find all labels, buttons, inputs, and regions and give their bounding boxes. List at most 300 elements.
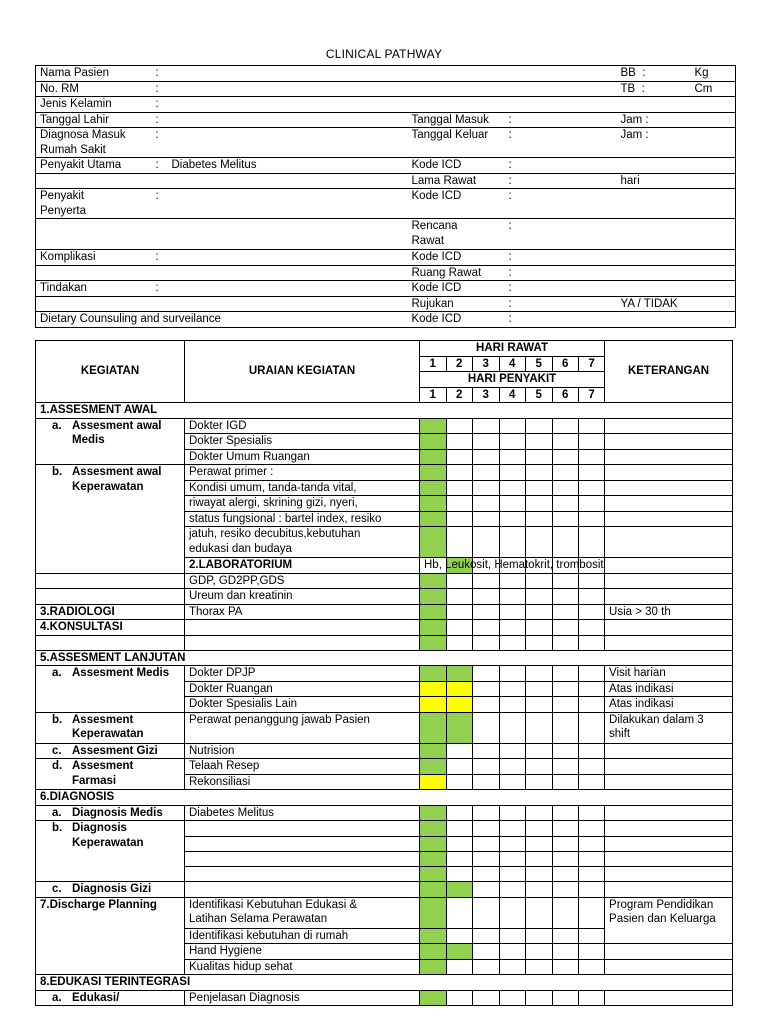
day-cell-6: [552, 620, 579, 636]
section-title: 6.DIAGNOSIS: [36, 790, 733, 806]
label-kode-icd: Kode ICD: [408, 312, 505, 328]
day-number-5: 5: [526, 356, 553, 372]
header-hari-rawat: HARI RAWAT: [420, 341, 605, 357]
day-cell-6: [552, 867, 579, 882]
activity-description: Identifikasi kebutuhan di rumah: [185, 928, 420, 944]
table-row: [36, 620, 733, 636]
activity-label: c. Diagnosis Gizi: [36, 882, 185, 898]
keterangan-cell: [605, 620, 733, 636]
keterangan-cell: [605, 418, 733, 434]
day-cell-5: [526, 944, 553, 960]
activity-description: [185, 836, 420, 851]
day-cell-2: [446, 465, 473, 481]
day-cell-3: [473, 589, 500, 605]
table-row: [36, 666, 733, 682]
label-tanggal-masuk: Tanggal Masuk: [408, 112, 505, 128]
label-jam: Jam :: [617, 128, 691, 158]
activity-description: Dokter Spesialis: [185, 434, 420, 450]
day-cell-1: [420, 527, 447, 558]
day-cell-3: [473, 990, 500, 1006]
activity-description: Hand Hygiene: [185, 944, 420, 960]
activity-description: Hb, Leukosit, Hematokrit, trombosit: [420, 558, 447, 574]
activity-label: b. Assesment Keperawatan: [36, 712, 185, 743]
day-cell-4: [499, 418, 526, 434]
day-cell-6: [552, 573, 579, 589]
activity-label: a. Assesment awal Medis: [36, 418, 185, 465]
day-cell-7: [579, 821, 605, 836]
day-cell-1: [420, 434, 447, 450]
day-cell-3: [473, 681, 500, 697]
table-row: [36, 882, 733, 898]
unit-kg: Kg: [691, 66, 736, 82]
day-cell-7: [579, 944, 605, 960]
label-diagnosa-masuk: Diagnosa Masuk Rumah Sakit: [36, 128, 152, 158]
keterangan-cell: [605, 990, 733, 1006]
day-cell-6: [552, 527, 579, 558]
day-cell-7: [579, 449, 605, 465]
row-komplikasi: Komplikasi : Kode ICD :: [36, 250, 736, 266]
day-cell-1: [420, 821, 447, 836]
day-cell-2: [446, 620, 473, 636]
table-row: [36, 573, 733, 589]
day-cell-1: [420, 959, 447, 975]
day-cell-2: [446, 604, 473, 620]
day-cell-1: [420, 666, 447, 682]
day-cell-4: [499, 867, 526, 882]
table-row: [36, 975, 733, 991]
day-cell-4: [499, 666, 526, 682]
activity-description: Kualitas hidup sehat: [185, 959, 420, 975]
day-cell-2: [446, 681, 473, 697]
section-title: 3.RADIOLOGI: [36, 604, 185, 620]
keterangan-cell: [605, 465, 733, 481]
label-lama-rawat: Lama Rawat: [408, 173, 505, 189]
day-number-7: 7: [579, 356, 605, 372]
day-cell-3: [473, 573, 500, 589]
day-cell-7: [579, 867, 605, 882]
label-nama-pasien: Nama Pasien: [36, 66, 152, 82]
patient-info-table: [35, 65, 736, 328]
day-cell-6: [552, 743, 579, 759]
day-cell-6: [552, 496, 579, 512]
day-cell-6: [552, 882, 579, 898]
day-cell-5: [526, 496, 553, 512]
day-cell-2: [446, 836, 473, 851]
day-cell-2: [446, 944, 473, 960]
day-cell-1: [420, 480, 447, 496]
day-cell-2: [446, 882, 473, 898]
day-cell-3: [473, 511, 500, 527]
day-cell-2: [446, 589, 473, 605]
activity-description: Perawat primer :: [185, 465, 420, 481]
keterangan-cell: [605, 635, 733, 650]
table-row: [36, 821, 733, 836]
day-cell-7: [579, 805, 605, 821]
day-number-4: 4: [499, 387, 526, 403]
activity-description: Dokter Umum Ruangan: [185, 449, 420, 465]
day-cell-6: [552, 697, 579, 713]
table-row: [36, 635, 733, 650]
unit-cm: Cm: [691, 81, 736, 97]
table-row: [36, 589, 733, 605]
day-cell-7: [579, 990, 605, 1006]
day-cell-3: [473, 666, 500, 682]
day-number-7: 7: [579, 387, 605, 403]
table-row: [36, 790, 733, 806]
day-cell-2: [446, 759, 473, 775]
label-dietary: Dietary Counsuling and surveilance: [36, 312, 408, 328]
day-cell-2: [446, 480, 473, 496]
day-cell-7: [579, 743, 605, 759]
day-cell-4: [499, 604, 526, 620]
label-no-rm: No. RM: [36, 81, 152, 97]
activity-description: Dokter Ruangan: [185, 681, 420, 697]
keterangan-cell: [605, 480, 733, 496]
label-tanggal-lahir: Tanggal Lahir: [36, 112, 152, 128]
value-penyakit-utama: Diabetes Melitus: [171, 159, 257, 171]
day-cell-5: [526, 805, 553, 821]
day-number-4: 4: [499, 356, 526, 372]
table-row: [36, 897, 733, 928]
day-cell-2: [446, 418, 473, 434]
day-cell-6: [552, 449, 579, 465]
day-cell-4: [499, 697, 526, 713]
day-cell-1: [420, 604, 447, 620]
section-title: [36, 573, 185, 589]
label-tanggal-keluar: Tanggal Keluar: [408, 128, 505, 158]
day-cell-4: [499, 620, 526, 636]
day-cell-3: [473, 759, 500, 775]
day-cell-6: [552, 465, 579, 481]
activity-description: [185, 635, 420, 650]
activity-description: Rekonsiliasi: [185, 774, 420, 790]
activity-description: Thorax PA: [185, 604, 420, 620]
day-cell-1: [420, 836, 447, 851]
activity-label: b. Assesment awal Keperawatan: [36, 465, 185, 574]
day-cell-3: [473, 851, 500, 866]
day-cell-2: [446, 712, 473, 743]
activity-description: Dokter Spesialis Lain: [185, 697, 420, 713]
keterangan-cell: [605, 882, 733, 898]
day-cell-1: [420, 465, 447, 481]
day-cell-3: [473, 527, 500, 558]
day-cell-4: [499, 944, 526, 960]
day-cell-2: [446, 897, 473, 928]
day-cell-2: [446, 573, 473, 589]
day-cell-5: [526, 836, 553, 851]
activity-description: Ureum dan kreatinin: [185, 589, 420, 605]
day-cell-7: [579, 959, 605, 975]
table-row: [36, 465, 733, 481]
day-cell-4: [499, 496, 526, 512]
day-cell-4: [499, 805, 526, 821]
day-number-1: 1: [420, 387, 447, 403]
day-cell-5: [526, 774, 553, 790]
section-title: [36, 589, 185, 605]
day-cell-4: [499, 712, 526, 743]
day-cell-4: [499, 759, 526, 775]
activity-label: b. Diagnosis Keperawatan: [36, 821, 185, 882]
day-cell-7: [579, 882, 605, 898]
day-cell-6: [552, 712, 579, 743]
activity-description: Nutrision: [185, 743, 420, 759]
label-jenis-kelamin: Jenis Kelamin: [36, 97, 152, 113]
day-cell-1: [420, 774, 447, 790]
day-cell-3: [473, 604, 500, 620]
day-number-1: 1: [420, 356, 447, 372]
day-cell-2: [446, 496, 473, 512]
section-title: 5.ASSESMENT LANJUTAN: [36, 650, 733, 666]
keterangan-cell: Visit harian: [605, 666, 733, 682]
day-cell-6: [552, 511, 579, 527]
day-cell-2: [446, 959, 473, 975]
day-cell-1: [420, 990, 447, 1006]
day-cell-3: [473, 959, 500, 975]
day-cell-2: [446, 867, 473, 882]
day-cell-7: [579, 589, 605, 605]
day-number-6: 6: [552, 387, 579, 403]
label-kode-icd: Kode ICD: [408, 158, 505, 174]
table-row: [36, 743, 733, 759]
day-cell-5: [526, 897, 553, 928]
activity-description: [185, 882, 420, 898]
day-cell-7: [579, 604, 605, 620]
day-cell-2: [446, 434, 473, 450]
day-cell-4: [499, 480, 526, 496]
day-cell-1: [420, 449, 447, 465]
day-cell-6: [552, 897, 579, 928]
table-row: [36, 759, 733, 775]
day-cell-1: [420, 851, 447, 866]
table-row: [36, 418, 733, 434]
day-cell-5: [526, 821, 553, 836]
day-cell-1: [420, 867, 447, 882]
keterangan-cell: Atas indikasi: [605, 697, 733, 713]
keterangan-cell: [605, 774, 733, 790]
day-cell-6: [552, 589, 579, 605]
day-cell-1: [420, 620, 447, 636]
day-cell-7: [605, 558, 733, 574]
day-cell-1: [420, 697, 447, 713]
value-ya-tidak: YA / TIDAK: [617, 296, 691, 312]
day-cell-7: [579, 480, 605, 496]
keterangan-cell: [605, 589, 733, 605]
day-cell-4: [499, 681, 526, 697]
keterangan-cell: [605, 511, 733, 527]
activity-label: a. Assesment Medis: [36, 666, 185, 713]
day-cell-2: [446, 774, 473, 790]
unit-hari: hari: [617, 173, 691, 189]
day-cell-3: [473, 821, 500, 836]
day-cell-4: [499, 928, 526, 944]
day-cell-6: [552, 851, 579, 866]
activity-description: [185, 821, 420, 836]
day-cell-7: [579, 851, 605, 866]
day-cell-2: [446, 527, 473, 558]
activity-label: d. Assesment Farmasi: [36, 759, 185, 790]
activity-description: Identifikasi Kebutuhan Edukasi & Latihan Selama Perawatan: [185, 897, 420, 928]
row-jenis-kelamin: Jenis Kelamin :: [36, 97, 736, 113]
keterangan-cell: Usia > 30 th: [605, 604, 733, 620]
day-cell-4: [499, 449, 526, 465]
row-tindakan: Tindakan : Kode ICD :: [36, 281, 736, 297]
day-cell-3: [473, 712, 500, 743]
day-cell-6: [552, 821, 579, 836]
day-cell-7: [579, 620, 605, 636]
day-cell-1: [420, 897, 447, 928]
day-cell-4: [499, 882, 526, 898]
day-cell-3: [473, 434, 500, 450]
label-kode-icd: Kode ICD: [408, 281, 505, 297]
day-cell-2: [446, 449, 473, 465]
day-cell-2: [446, 990, 473, 1006]
label-kode-icd: Kode ICD: [408, 250, 505, 266]
day-cell-2: [446, 666, 473, 682]
day-cell-1: [420, 944, 447, 960]
day-cell-5: [526, 573, 553, 589]
day-cell-3: [473, 944, 500, 960]
day-cell-4: [499, 635, 526, 650]
day-cell-1: [420, 589, 447, 605]
activity-description: Dokter IGD: [185, 418, 420, 434]
day-cell-2: [446, 928, 473, 944]
day-cell-3: [473, 805, 500, 821]
day-cell-3: [473, 836, 500, 851]
activity-description: Diabetes Melitus: [185, 805, 420, 821]
keterangan-cell: [605, 821, 733, 836]
section-title: [36, 635, 185, 650]
label-rencana-rawat: Rencana Rawat: [408, 219, 505, 250]
day-cell-1: [420, 681, 447, 697]
day-cell-5: [526, 681, 553, 697]
day-cell-3: [473, 928, 500, 944]
keterangan-cell: [605, 851, 733, 866]
keterangan-cell: [605, 867, 733, 882]
day-cell-1: [420, 635, 447, 650]
day-cell-6: [552, 604, 579, 620]
label-ruang-rawat: Ruang Rawat: [408, 265, 505, 281]
day-cell-6: [552, 805, 579, 821]
row-nama-pasien: Nama Pasien : BB : Kg: [36, 66, 736, 82]
day-cell-1: [420, 928, 447, 944]
day-cell-3: [473, 897, 500, 928]
day-cell-6: [552, 480, 579, 496]
day-cell-5: [526, 867, 553, 882]
header-uraian: URAIAN KEGIATAN: [185, 341, 420, 403]
label-komplikasi: Komplikasi: [36, 250, 152, 266]
day-cell-2: [446, 697, 473, 713]
day-cell-3: [473, 867, 500, 882]
keterangan-cell: [605, 836, 733, 851]
day-cell-3: [473, 743, 500, 759]
day-cell-4: [499, 511, 526, 527]
label-rujukan: Rujukan: [408, 296, 505, 312]
row-ruang-rawat: Ruang Rawat :: [36, 265, 736, 281]
activity-description: [185, 851, 420, 866]
row-dietary: Dietary Counsuling and surveilance Kode ICD :: [36, 312, 736, 328]
section-title: 4.KONSULTASI: [36, 620, 185, 636]
day-cell-1: [420, 759, 447, 775]
activity-description: GDP, GD2PP,GDS: [185, 573, 420, 589]
label-penyakit-utama: Penyakit Utama: [36, 158, 152, 174]
day-number-2: 2: [446, 356, 473, 372]
day-cell-6: [552, 759, 579, 775]
day-cell-4: [499, 897, 526, 928]
day-cell-5: [526, 620, 553, 636]
day-cell-5: [526, 635, 553, 650]
activity-label: c. Assesment Gizi: [36, 743, 185, 759]
row-rencana-rawat: Rencana Rawat :: [36, 219, 736, 250]
day-cell-5: [526, 882, 553, 898]
keterangan-cell: [605, 743, 733, 759]
colon: :: [152, 66, 408, 82]
day-number-5: 5: [526, 387, 553, 403]
activity-description: [185, 867, 420, 882]
keterangan-cell: Program Pendidikan Pasien dan Keluarga: [605, 897, 733, 944]
day-cell-3: [473, 774, 500, 790]
day-cell-2: [446, 821, 473, 836]
table-row: [36, 403, 733, 419]
day-cell-4: [499, 465, 526, 481]
day-cell-3: [473, 620, 500, 636]
section-title: 8.EDUKASI TERINTEGRASI: [36, 975, 733, 991]
day-cell-6: [552, 944, 579, 960]
day-cell-3: [473, 882, 500, 898]
day-cell-4: [499, 743, 526, 759]
label-kode-icd: Kode ICD: [408, 189, 505, 219]
keterangan-cell: Dilakukan dalam 3 shift: [605, 712, 733, 743]
activity-description: Perawat penanggung jawab Pasien: [185, 712, 420, 743]
day-cell-2: [446, 805, 473, 821]
day-cell-5: [526, 527, 553, 558]
day-cell-5: [526, 589, 553, 605]
section-title: 7.Discharge Planning: [36, 897, 185, 975]
keterangan-cell: [605, 527, 733, 558]
day-number-3: 3: [473, 387, 500, 403]
day-cell-5: [526, 697, 553, 713]
day-cell-4: [499, 821, 526, 836]
day-cell-5: [526, 418, 553, 434]
day-cell-4: [499, 573, 526, 589]
day-cell-3: [473, 449, 500, 465]
day-cell-4: [499, 990, 526, 1006]
day-cell-1: [420, 712, 447, 743]
day-cell-1: [420, 882, 447, 898]
header-kegiatan: KEGIATAN: [36, 341, 185, 403]
label-penyakit-penyerta: Penyakit Penyerta: [36, 189, 152, 219]
table-row: [36, 650, 733, 666]
day-cell-6: [552, 681, 579, 697]
day-cell-2: [446, 851, 473, 866]
activity-label: a. Edukasi/: [36, 990, 185, 1006]
activity-description: riwayat alergi, skrining gizi, nyeri,: [185, 496, 420, 512]
day-cell-6: [552, 666, 579, 682]
day-cell-2: [446, 743, 473, 759]
day-cell-3: [473, 418, 500, 434]
day-cell-7: [579, 496, 605, 512]
day-cell-2: [446, 635, 473, 650]
row-penyakit-penyerta: Penyakit Penyerta : Kode ICD :: [36, 189, 736, 219]
day-cell-7: [579, 511, 605, 527]
day-cell-5: [526, 434, 553, 450]
day-cell-6: [552, 928, 579, 944]
keterangan-cell: Atas indikasi: [605, 681, 733, 697]
row-rujukan: Rujukan : YA / TIDAK: [36, 296, 736, 312]
activity-description: status fungsional : bartel index, resiko: [185, 511, 420, 527]
keterangan-cell: [605, 944, 733, 960]
day-cell-5: [526, 604, 553, 620]
table-row: [36, 990, 733, 1006]
